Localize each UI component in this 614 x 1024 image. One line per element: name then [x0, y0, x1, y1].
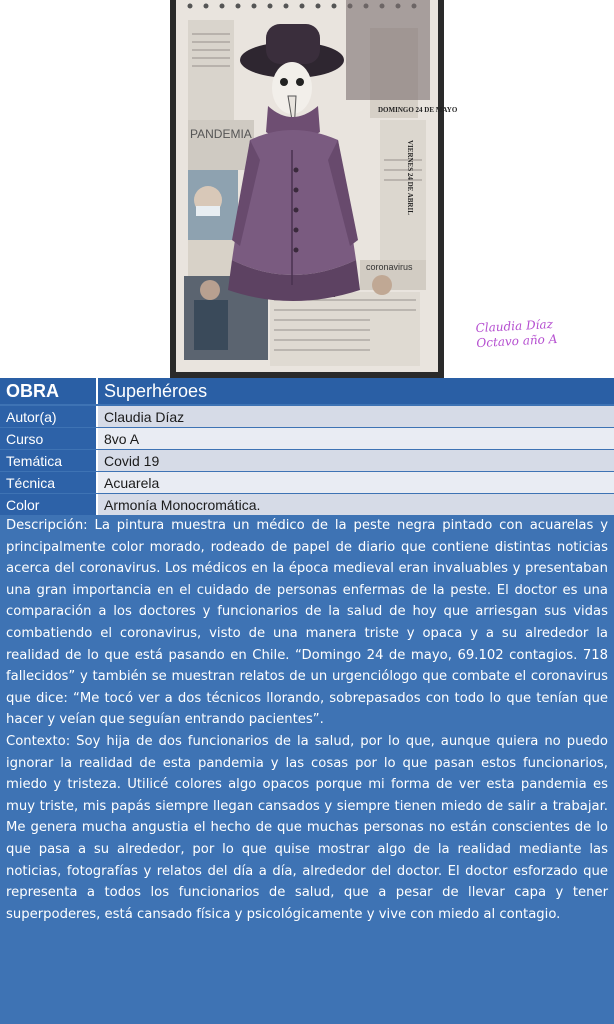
label-tecnica: Técnica: [0, 472, 98, 493]
description-block: [6, 515, 608, 925]
context-text: Contexto: Soy hija de dos funcionarios de la salud, por lo que, aunque quiera no puedo ignorar la realidad de esta pandemia y las cosas por lo que pasan estos funcionarios, miedo y tristeza. Utilicé colores algo opacos porque mi forma de ver esta pandemia es muy triste, mis papás siempre llegan cansados y siempre tienen miedo de salir a trabajar. Me genera mucha angustia el hecho de que muchas personas no están conscientes de lo que pasa a su alrededor, por lo que quise mostrar algo de la realidad mediante las noticias, fotografías y relatos del día a día, alrededor del doctor. El doctor esforzado que representa a todos los funcionarios de salud, que a pesar de llevar capa y tener superpoderes, está cansado física y psicológicamente y vive con miedo al contagio.: [6, 733, 608, 922]
artist-signature: [475, 315, 596, 351]
label-obra: OBRA: [0, 378, 98, 404]
value-obra: Superhéroes: [98, 378, 614, 404]
label-curso: Curso: [0, 428, 98, 449]
signature-name: Claudia Díaz: [475, 317, 554, 336]
label-color: Color: [0, 494, 98, 515]
value-tecnica: Acuarela: [98, 472, 614, 493]
signature-course: Octavo año A: [476, 331, 558, 351]
headline-domingo: DOMINGO 24 DE MAYO: [378, 106, 458, 114]
artwork-info-table: [0, 378, 614, 1024]
row-tematica: [0, 450, 614, 471]
value-color: Armonía Monocromática.: [98, 494, 614, 515]
value-curso: 8vo A: [98, 428, 614, 449]
row-obra: [0, 378, 614, 404]
label-tematica: Temática: [0, 450, 98, 471]
headline-viernes: VIERNES 24 DE ABRIL: [406, 140, 414, 215]
artwork-painting: [170, 0, 458, 378]
row-tecnica: [0, 472, 614, 493]
row-color: [0, 494, 614, 515]
row-curso: [0, 428, 614, 449]
artwork-photo: [170, 0, 558, 378]
label-autor: Autor(a): [0, 406, 98, 427]
headline-pandemia: PANDEMIA: [190, 127, 252, 141]
row-autor: [0, 406, 614, 427]
headline-coronavirus: coronavirus: [366, 262, 413, 272]
value-tematica: Covid 19: [98, 450, 614, 471]
description-text: Descripción: La pintura muestra un médico de la peste negra pintado con acuarelas y principalmente color morado, rodeado de papel de diario que contiene distintas noticias acerca del coronavirus. Los médicos en la época medieval eran invaluables y presentaban una gran importancia en el cuidado de personas enfermas de la peste. El doctor es una comparación a los doctores y funcionarios de la salud de hoy que arriesgan sus vidas combatiendo el coronavirus, visto de una manera triste y opaca y a su alrededor la realidad de lo que está pasando en Chile. “Domingo 24 de mayo, 69.102 contagios. 718 fallecidos” y también se muestran relatos de un urgenciólogo que combate el coronavirus que dice: “Me tocó ver a dos técnicos llorando, sobrepasados con todo lo que tenían que hacer y veían que seguían entrando pacientes”.: [6, 518, 608, 728]
value-autor: Claudia Díaz: [98, 406, 614, 427]
